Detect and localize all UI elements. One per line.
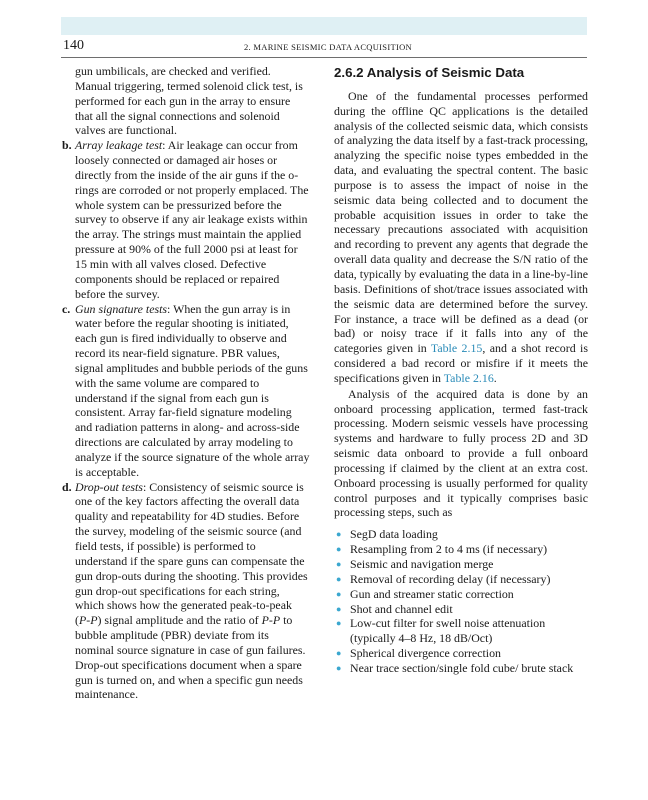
bullet-item (334, 646, 588, 661)
paragraph-text: . (493, 370, 497, 385)
bullet-text: Resampling from 2 to 4 ms (if necessary) (350, 542, 548, 557)
list-item-body (75, 302, 318, 480)
section-heading: 2.6.2 Analysis of Seismic Data (334, 65, 525, 80)
bullet-text: Gun and streamer static correction (350, 586, 514, 601)
bullet-item (334, 587, 588, 602)
bullet-text: SegD data loading (350, 527, 438, 542)
table-2-15-link[interactable]: Table 2.15 (430, 341, 483, 356)
bullet-icon: ● (336, 662, 342, 673)
list-item-text: ) signal amplitude and the ratio of (97, 613, 262, 628)
continued-item-text: gun umbilicals, are checked and verified. Manual triggering, termed solenoid click test, is performed for each gun in the array to ensure that all the signal connections and solenoid valves are functional. (75, 64, 303, 138)
bullet-icon: ● (336, 588, 342, 599)
bullet-icon: ● (336, 603, 342, 614)
bullet-icon: ● (336, 559, 342, 569)
table-2-16-link[interactable]: Table 2.16 (443, 370, 494, 385)
bullet-text: Seismic and navigation merge (350, 557, 494, 571)
list-item-marker: d. (62, 479, 72, 494)
list-item-marker: c. (62, 301, 71, 316)
bullet-icon: ● (336, 648, 342, 659)
list-item (62, 138, 318, 301)
bullet-icon: ● (336, 573, 342, 584)
bullet-item (334, 527, 588, 542)
bullet-text: Near trace section/single fold cube/ brute stack (350, 660, 574, 675)
header-accent-bar (61, 17, 587, 35)
list-item-term: Array leakage test (75, 138, 163, 153)
bullet-item (334, 602, 588, 617)
list-items (62, 138, 318, 479)
list-item-term: Drop-out tests (75, 479, 143, 494)
paragraph-text: , and a shot record is considered a bad record or misfire if it meets the specifications given in (334, 341, 588, 385)
list-item-d (62, 480, 318, 703)
bullet-icon: ● (336, 529, 342, 540)
bullet-item (334, 542, 588, 557)
bullet-icon: ● (336, 544, 342, 555)
running-head: 2. MARINE SEISMIC DATA ACQUISITION (244, 42, 412, 52)
list-item-marker: b. (62, 138, 72, 153)
list-item (62, 302, 318, 480)
list-item-body (75, 138, 318, 301)
left-column (62, 64, 318, 702)
bullet-item (334, 661, 588, 676)
list-item-text: : When the gun array is in water before the regular shooting is initiated, each gun is fired individually to observe and record its near-field signature. PBR values, signal amplitudes and bubble periods of the guns with the same volume are compared to understand if the signal from each gun is consistent. Array far-field signature modeling and radiation patterns in along- and across-side directions are calculated by array modeling to analyze if the source signature of the whole array is acceptable. (75, 301, 310, 479)
bullet-item (334, 557, 588, 572)
list-item-term: Gun signature tests (75, 301, 168, 316)
processing-steps-list (334, 527, 588, 675)
p-p-term: P-P (261, 613, 281, 628)
list-item-text: : Air leakage can occur from loosely connected or damaged air hoses or directly from the inside of the air guns if the o-rings are corroded or not properly emplaced. The whole system can be pressurized before the survey to observe if any air leakage exists within the array. The strings must maintain the applied pressure at 90% of the full 2000 psi at least for 15 min with all valves closed. Defective components should be replaced or repaired before the survey. (75, 138, 309, 301)
header-rule (61, 57, 587, 58)
paragraph-1 (334, 89, 588, 386)
bullet-item (334, 572, 588, 587)
bullet-text: Low-cut filter for swell noise attenuation (typically 4–8 Hz, 18 dB/Oct) (350, 616, 546, 646)
bullet-text: Shot and channel edit (350, 601, 453, 616)
list-item-text: : Consistency of seismic source is one of the key factors affecting the overall data quality and repeatability for 4D studies. Before the survey, modeling of the seismic source (and field tests, if possible) is performed to understand if the spare guns can compensate the gun drop-outs during the shooting. This provides gun drop-out specifications for each string, which shows how the generated peak-to-peak ( (75, 479, 308, 628)
bullet-icon: ● (336, 618, 342, 629)
list-item-text: to bubble amplitude (PBR) deviate from its nominal source signature in case of gun failures. Drop-out specifications document when a spare gun is turned on, and when a specific gun needs maintenance. (75, 613, 306, 702)
paragraph-2: Analysis of the acquired data is done by an onboard processing application, termed fast-track processing. Modern seismic vessels have processing systems and hardware to fully process 2D and 3D seismic data onboard to provide a full onboard processing if claimed by the client at an extra cost. Onboard processing is usually performed for quality control purposes and it typically comprises basic processing steps, such as (334, 386, 588, 520)
paragraph-text: One of the fundamental processes performed during the offline QC applications is the detailed analysis of the collected seismic data, which consists of analyzing the data itself by a fast-track processing, analyzing the specific noise types embedded in the data, and evaluating the spectral content. The basic purpose is to assess the impact of noise in the seismic data being collected and to document the probable acquisition issues in order to take the necessary precautions associated with acquisition and recording to prevent any agents that degrade the overall data quality and decrease the S/N ratio of the data, typically by evaluating the data in a line-by-line basis. Definitions of shot/trace issues associated with the seismic data are determined before the survey. For instance, a trace will be defined as a dead (or bad) or noisy trace if it falls into any of the categories given in (334, 88, 588, 356)
right-column (334, 64, 588, 676)
bullet-text: Spherical divergence correction (350, 646, 501, 661)
bullet-text: Removal of recording delay (if necessary) (350, 571, 551, 586)
bullet-item (334, 616, 588, 646)
page-number: 140 (63, 38, 84, 53)
p-p-term: P-P (78, 613, 98, 628)
list-item-body (75, 480, 318, 703)
